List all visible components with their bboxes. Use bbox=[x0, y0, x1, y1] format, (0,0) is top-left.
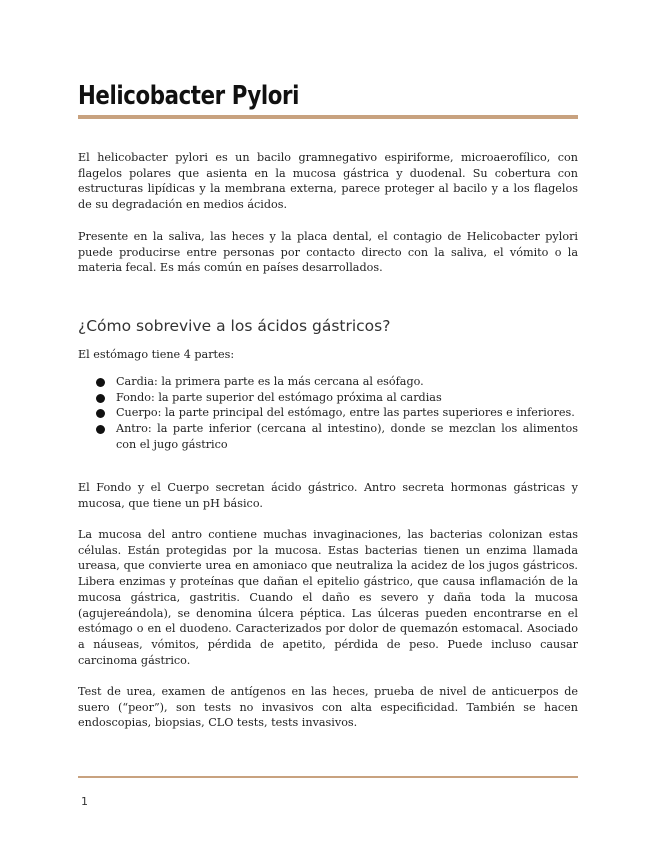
section-heading: ¿Cómo sobrevive a los ácidos gástricos? bbox=[78, 317, 391, 335]
list-item bbox=[96, 374, 578, 390]
list-item bbox=[96, 421, 578, 452]
list-item bbox=[96, 405, 578, 421]
footer-divider bbox=[78, 776, 578, 778]
body-paragraph-3: Test de urea, examen de antígenos en las heces, prueba de nivel de anticuerpos de suero (“peor”), son tests no invasivos con alta especificidad. También se hacen endoscopias, biopsias, CLO tests, tests invasivos. bbox=[78, 685, 578, 730]
list-item-text: Antro: la parte inferior (cercana al intestino), donde se mezclan los alimentos con el jugo gástrico bbox=[116, 422, 578, 451]
body-paragraph-2: La mucosa del antro contiene muchas invaginaciones, las bacterias colonizan estas células. Están protegidas por la mucosa. Estas bacterias tienen un enzima llamada ureasa, que convierte urea en amoniaco que neutraliza la acidez de los jugos gástricos. Libera enzimas y proteínas que dañan el epitelio gástrico, que causa inflamación de la mucosa gástrica, gastritis. Cuando el daño es severo y daña toda la mucosa (agujereándola), se denomina úlcera péptica. Las úlceras pueden encontrarse en el estómago o en el duodeno. Caracterizados por dolor de quemazón estomacal. Asociado a náuseas, vómitos, pérdida de apetito, pérdida de peso. Puede incluso causar carcinoma gástrico. bbox=[78, 528, 578, 667]
bullet-icon bbox=[96, 394, 105, 403]
list-item bbox=[96, 390, 578, 406]
intro-paragraph-1: El helicobacter pylori es un bacilo gramnegativo espiriforme, microaerofílico, con flagelos polares que asienta en la mucosa gástrica y duodenal. Su cobertura con estructuras lipídicas y la membrana externa, parece proteger al bacilo y a los flagelos de su degradación en medios ácidos. bbox=[78, 151, 578, 212]
list-item-text: Fondo: la parte superior del estómago próxima al cardias bbox=[116, 390, 442, 404]
stomach-parts-list bbox=[96, 374, 578, 453]
list-item-text: Cuerpo: la parte principal del estómago, entre las partes superiores e inferiores. bbox=[116, 406, 575, 420]
intro-paragraph-2: Presente en la saliva, las heces y la placa dental, el contagio de Helicobacter pylori puede producirse entre personas por contacto directo con la saliva, el vómito o la materia fecal. Es más común en países desarrollados. bbox=[78, 230, 578, 275]
list-item-text: Cardia: la primera parte es la más cercana al esófago. bbox=[116, 375, 424, 388]
stomach-intro: El estómago tiene 4 partes: bbox=[78, 348, 235, 361]
bullet-icon bbox=[96, 378, 105, 387]
document-title: Helicobacter Pylori bbox=[78, 81, 299, 111]
bullet-icon bbox=[96, 409, 105, 418]
title-divider bbox=[78, 115, 578, 119]
page-number: 1 bbox=[81, 795, 88, 808]
bullet-icon bbox=[96, 425, 105, 434]
body-paragraph-1: El Fondo y el Cuerpo secretan ácido gástrico. Antro secreta hormonas gástricas y mucosa, que tiene un pH básico. bbox=[78, 481, 578, 510]
